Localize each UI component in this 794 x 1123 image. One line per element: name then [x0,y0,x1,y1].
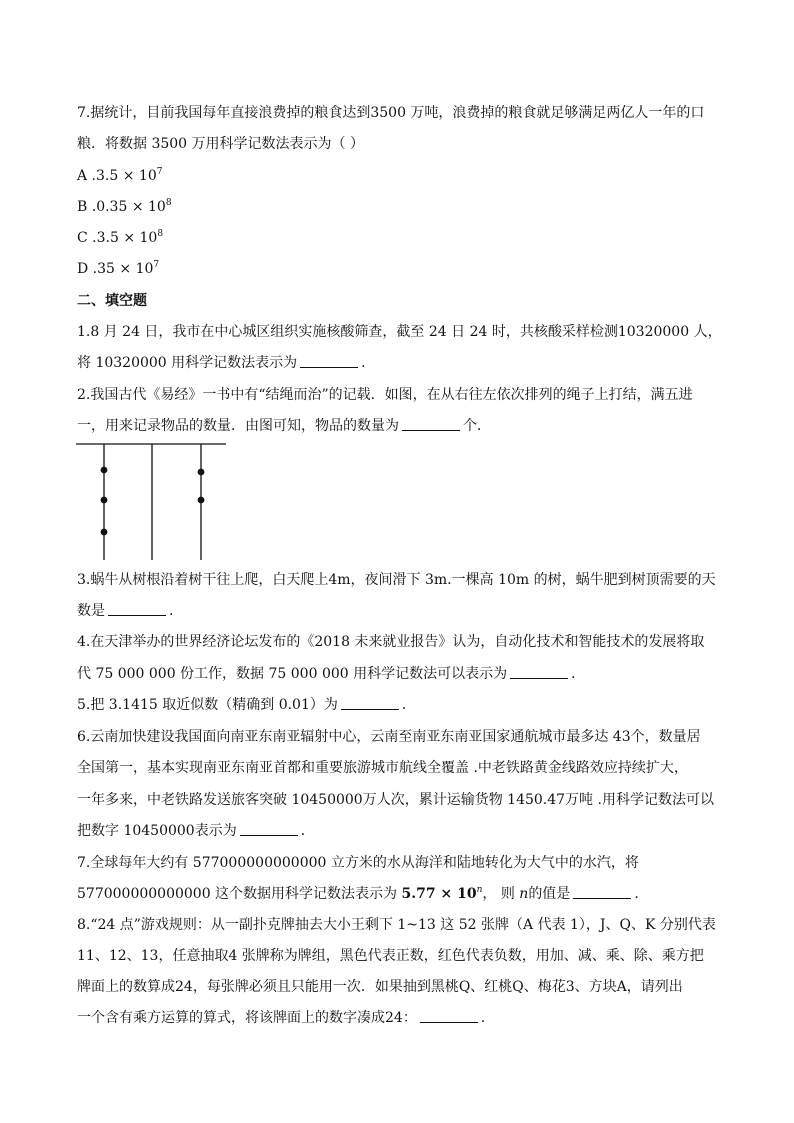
option-label: A . [77,168,97,184]
fill1-end: ． [361,355,376,371]
fill2-text: 一，用来记录物品的数量．由图可知，物品的数量为 [77,418,399,434]
fill7-variable: n [519,886,529,902]
fill3-line1: 3.蜗牛从树根沿着树干往上爬，白天爬上4m，夜间滑下 3m.一棵高 10m 的树，蜗牛肥到树顶需要的天 [77,572,716,588]
fill4-line1: 4.在天津举办的世界经济论坛发布的《2018 未来就业报告》认为，自动化技术和智能技术的发展将取 [77,634,705,650]
fill1-line2 [77,353,727,373]
option-value: 0.35 × 10 [96,199,166,215]
q7-option-c[interactable] [77,228,727,248]
fill5-line1 [77,695,727,715]
knot [198,469,205,476]
fill4-end: ． [571,666,586,682]
q7-option-d[interactable] [77,259,727,279]
fill5-text: 5.把 3.1415 取近似数（精确到 0.01）为 [77,697,338,713]
fill6-line3: 一年多来，中老铁路发送旅客突破 10450000万人次，累计运输货物 1450.47万吨 .用科学记数法可以 [77,792,714,808]
fill8-text: 一个含有乘方运算的算式，将该牌面上的数字凑成24： [77,1010,417,1026]
knot [101,529,108,536]
fill2-answer-blank[interactable] [402,418,460,431]
fill3-line2 [77,601,727,621]
fill7-line1: 7.全球每年大约有 577000000000000 立方米的水从海洋和陆地转化为大气中的水汽，将 [77,855,639,871]
knot [101,497,108,504]
fill2-line2 [77,416,727,436]
fill7-exponent: n [476,885,483,895]
fill8-line1: 8.“24 点”游戏规则：从一副扑克牌抽去大小王剩下 1~13 这 52 张牌（A 代表 1），J、Q、K 分别代表 [77,917,716,933]
fill7-answer-blank[interactable] [573,886,631,899]
q7-option-a[interactable] [77,166,727,186]
fill6-line1: 6.云南加快建设我国面向南亚东南亚辐射中心，云南至南亚东南亚国家通航城市最多达 43个，数量居 [77,729,701,745]
q7-stem-line1: 7.据统计，目前我国每年直接浪费掉的粮食达到3500 万吨，浪费掉的粮食就足够满足两亿人一年的口 [77,105,705,121]
fill8-answer-blank[interactable] [420,1010,478,1023]
fill3-answer-blank[interactable] [108,603,166,616]
fill6-text: 把数字 10450000表示为 [77,823,237,839]
fill8-end: ． [480,1010,495,1026]
fill6-line2: 全国第一，基本实现南亚东南亚首都和重要旅游城市航线全覆盖 .中老铁路黄金线路效应持续扩大， [77,760,688,776]
fill2-line1: 2.我国古代《易经》一书中有“结绳而治”的记载．如图，在从右往左依次排列的绳子上打结，满五进 [77,387,693,403]
fill7-then: ， 则 [482,886,515,902]
fill7-end: . [634,886,639,902]
fill7-line2 [77,884,727,904]
option-label: B . [77,199,97,215]
knot [198,497,205,504]
fill1-answer-blank[interactable] [300,355,358,368]
fill6-line4 [77,821,727,841]
option-exponent: 7 [153,260,160,270]
fill2-end: 个． [463,418,491,434]
option-exponent: 8 [157,229,164,239]
fill5-end: ． [401,697,416,713]
fill3-end: . [169,603,174,619]
q7-option-b[interactable] [77,197,727,217]
q7-stem-line2: 粮．将数据 3500 万用科学记数法表示为（ ） [77,136,364,152]
fill6-end: ． [300,823,315,839]
fill7-expression: 5.77 × 10 [401,886,477,902]
option-value: 35 × 10 [97,261,154,277]
fill1-text: 将 10320000 用科学记数法表示为 [77,355,298,371]
option-exponent: 8 [165,198,172,208]
option-label: C . [77,230,97,246]
option-value: 3.5 × 10 [96,168,157,184]
knot [101,467,108,474]
fill8-line4 [77,1008,727,1028]
option-label: D . [77,261,98,277]
fill1-line1: 1.8 月 24 日，我市在中心城区组织实施核酸筛查，截至 24 日 24 时，共核酸采样检测10320000 人， [77,324,722,340]
knot-rope-figure [70,438,230,562]
fill8-line2: 11、12、13，任意抽取4 张牌称为牌组，黑色代表正数，红色代表负数，用加、减、乘、除、乘方把 [77,948,704,964]
fill5-answer-blank[interactable] [341,697,399,710]
fill4-answer-blank[interactable] [510,666,568,679]
section-heading: 二、填空题 [77,293,147,309]
option-exponent: 7 [156,167,163,177]
fill6-answer-blank[interactable] [240,823,298,836]
option-value: 3.5 × 10 [96,230,158,246]
fill7-text2: 的值是 [528,886,571,902]
fill4-line2 [77,664,727,684]
fill7-text: 577000000000000 这个数据用科学记数法表示为 [77,886,398,902]
fill3-text: 数是 [77,603,105,619]
fill4-text: 代 75 000 000 份工作，数据 75 000 000 用科学记数法可以表示为 [77,666,508,682]
fill8-line3: 牌面上的数算成24，每张牌必须且只能用一次．如果抽到黑桃Q、红桃Q、梅花3、方块A，请列出 [77,979,683,995]
